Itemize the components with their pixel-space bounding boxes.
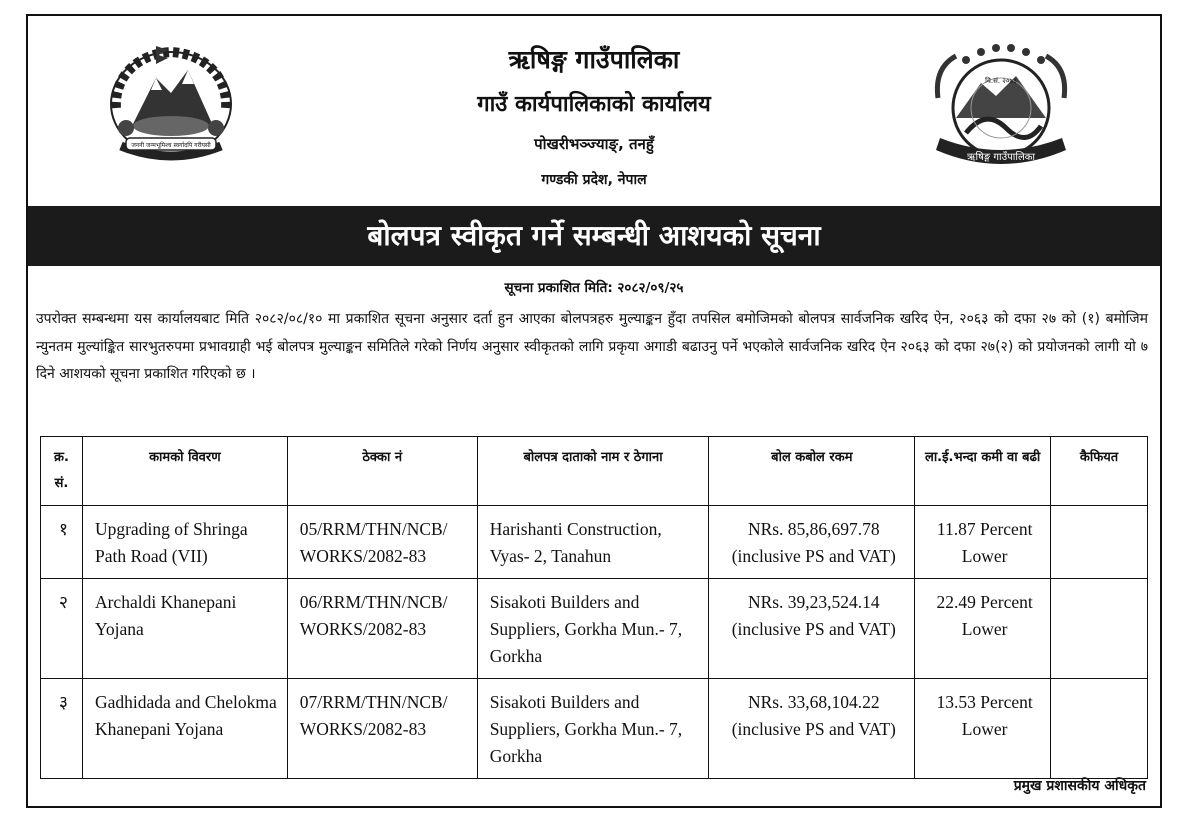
table-row	[41, 579, 1148, 679]
cell-remarks	[1051, 679, 1148, 779]
amount-note: (inclusive PS and VAT)	[731, 546, 896, 566]
municipality-logo	[926, 38, 1076, 178]
header-sn: क्र. सं.	[41, 437, 83, 506]
cell-contract: 05/RRM/THN/NCB/ WORKS/2082-83	[287, 506, 477, 579]
logo-ribbon-text: ऋषिङ्ग गाउँपालिका	[966, 152, 1036, 163]
cell-bidder: Sisakoti Builders and Suppliers, Gorkha Mun.- 7, Gorkha	[477, 579, 709, 679]
cell-contract: 06/RRM/THN/NCB/ WORKS/2082-83	[287, 579, 477, 679]
cell-bidder: Sisakoti Builders and Suppliers, Gorkha Mun.- 7, Gorkha	[477, 679, 709, 779]
amount-value: NRs. 33,68,104.22	[747, 692, 880, 712]
amount-value: NRs. 39,23,524.14	[747, 592, 880, 612]
cell-amount	[709, 679, 915, 779]
cell-work: Upgrading of Shringa Path Road (VII)	[82, 506, 287, 579]
notice-body: उपरोक्त सम्बन्धमा यस कार्यालयबाट मिति २०८२/०८/१० मा प्रकाशित सूचना अनुसार दर्ता हुन आएका बोलपत्रहरु मुल्याङ्कन हुँदा तपसिल बमोजिमको बोलपत्र सार्वजनिक खरिद ऐन, २०६३ को दफा २७ को (१) बमोजिम न्युनतम मुल्यांङ्कित सारभुतरुपमा प्रभावग्राही भई बोलपत्र मुल्याङ्कन समितिले गरेको निर्णय अनुसार स्वीकृतको लागि प्रकृया अगाडी बढाउनु पर्ने भएकोले सार्वजनिक खरिद ऐन २०६३ को दफा २७(२) को प्रयोजनको लागी यो ७ दिने आशयको सूचना प्रकाशित गरिएको छ ।	[36, 311, 1148, 382]
amount-note: (inclusive PS and VAT)	[731, 719, 896, 739]
emblem-motto: जननी जन्मभूमिश्च स्वर्गादपि गरीयसी	[131, 142, 211, 149]
cell-remarks	[1051, 506, 1148, 579]
amount-note: (inclusive PS and VAT)	[731, 619, 896, 639]
table-header-row	[41, 437, 1148, 506]
cell-diff: 13.53 Percent Lower	[915, 679, 1051, 779]
notice-frame	[26, 14, 1162, 808]
header-amount: बोल कबोल रकम	[709, 437, 915, 506]
table-row	[41, 679, 1148, 779]
logo-year: वि.सं. २०७३	[985, 77, 1017, 85]
header	[28, 16, 1160, 206]
cell-remarks	[1051, 579, 1148, 679]
signatory: प्रमुख प्रशासकीय अधिकृत	[1013, 778, 1146, 794]
cell-sn: १	[41, 506, 83, 579]
cell-diff: 22.49 Percent Lower	[915, 579, 1051, 679]
cell-sn: ३	[41, 679, 83, 779]
cell-bidder: Harishanti Construction, Vyas- 2, Tanahun	[477, 506, 709, 579]
published-date: सूचना प्रकाशित मिति: २०८२/०९/२५	[504, 280, 684, 296]
cell-work: Archaldi Khanepani Yojana	[82, 579, 287, 679]
cell-work: Gadhidada and Chelokma Khanepani Yojana	[82, 679, 287, 779]
cell-amount	[709, 579, 915, 679]
header-bidder: बोलपत्र दाताको नाम र ठेगाना	[477, 437, 709, 506]
bid-table	[40, 436, 1148, 779]
office-address: पोखरीभञ्ज्याङ्, तनहुँ	[534, 135, 654, 153]
cell-contract: 07/RRM/THN/NCB/ WORKS/2082-83	[287, 679, 477, 779]
province-line: गण्डकी प्रदेश, नेपाल	[541, 172, 647, 188]
cell-amount	[709, 506, 915, 579]
table-row	[41, 506, 1148, 579]
cell-diff: 11.87 Percent Lower	[915, 506, 1051, 579]
amount-value: NRs. 85,86,697.78	[747, 519, 880, 539]
cell-sn: २	[41, 579, 83, 679]
office-title: गाउँ कार्यपालिकाको कार्यालय	[477, 92, 711, 117]
header-diff: ला.ई.भन्दा कमी वा बढी	[915, 437, 1051, 506]
header-work: कामको विवरण	[82, 437, 287, 506]
notice-heading: बोलपत्र स्वीकृत गर्ने सम्बन्धी आशयको सूचना	[28, 206, 1160, 266]
municipality-title: ऋषिङ्ग गाउँपालिका	[508, 45, 680, 74]
header-remarks: कैफियत	[1051, 437, 1148, 506]
header-contract: ठेक्का नं	[287, 437, 477, 506]
